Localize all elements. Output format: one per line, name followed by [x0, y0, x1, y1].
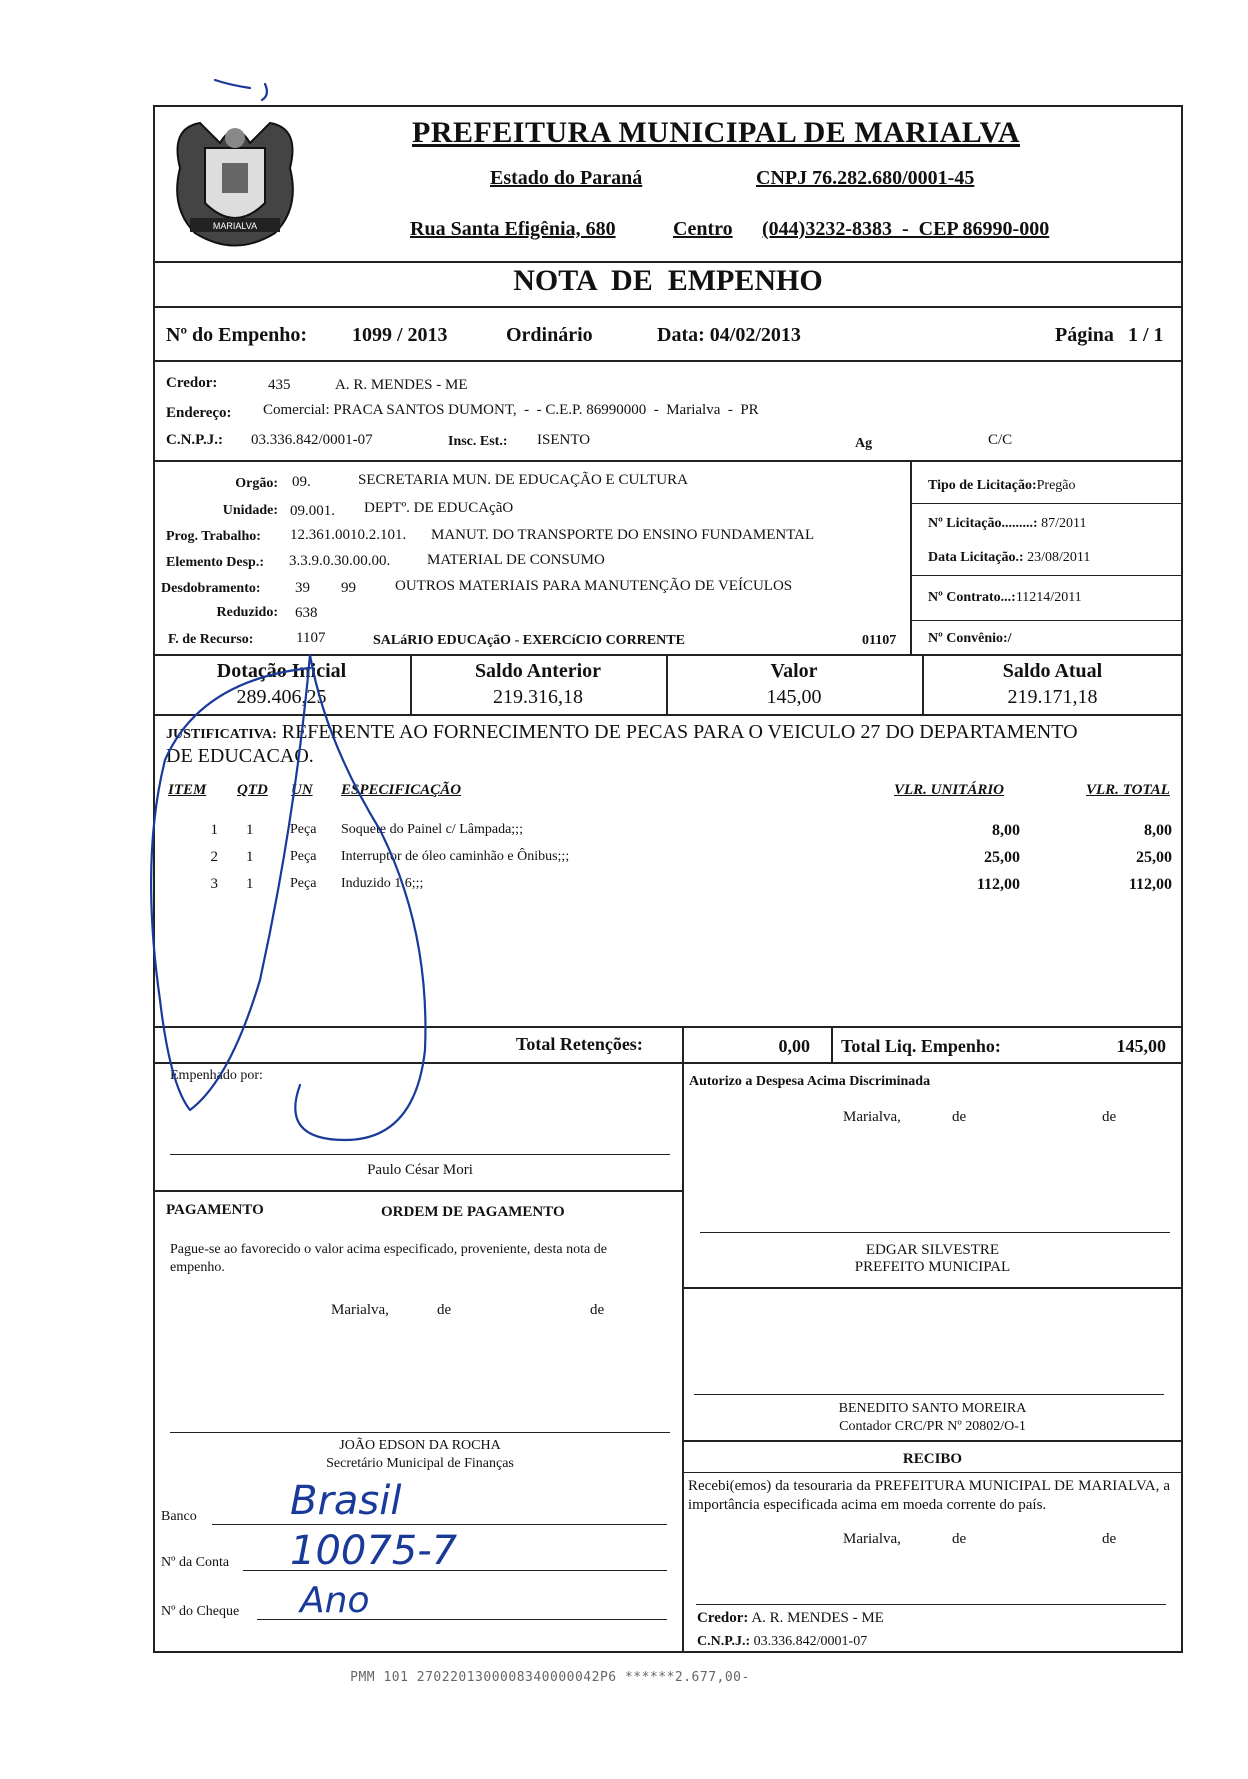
- saldo-atual-value: 219.171,18: [1007, 686, 1098, 708]
- convenio-label: Nº Convênio:/: [928, 631, 1012, 646]
- secretario-name: JOÃO EDSON DA ROCHA: [339, 1438, 501, 1453]
- insc-label: Insc. Est.:: [448, 434, 508, 449]
- autorizo-de1: de: [952, 1109, 967, 1125]
- col-item: ITEM: [168, 782, 207, 798]
- reduzido-value: 638: [295, 605, 318, 621]
- page-title: PREFEITURA MUNICIPAL DE MARIALVA: [412, 116, 1021, 149]
- page-number: 1 / 1: [1128, 324, 1164, 346]
- empenhado-name: Paulo César Mori: [367, 1162, 473, 1178]
- unidade-name: DEPTº. DE EDUCAçãO: [364, 500, 514, 516]
- empenho-type: Ordinário: [506, 324, 593, 346]
- item-un: Peça: [290, 822, 317, 837]
- liq-label: Total Liq. Empenho:: [841, 1036, 1001, 1056]
- item-unit: 112,00: [976, 876, 1020, 893]
- item-spec: Soquete do Painel c/ Lâmpada;;;: [341, 822, 523, 837]
- recurso-label: F. de Recurso:: [168, 632, 254, 647]
- dotacao-label: Dotação Inicial: [216, 660, 347, 682]
- item-qtd: 1: [246, 849, 254, 865]
- empenho-number: 1099 / 2013: [352, 324, 448, 346]
- dotacao-value: 289.406,25: [236, 686, 327, 708]
- cheque-handwritten: Ano: [300, 1580, 370, 1621]
- secretario-role: Secretário Municipal de Finanças: [326, 1456, 514, 1471]
- item-qtd: 1: [246, 822, 254, 838]
- item-qtd: 1: [246, 876, 254, 892]
- cc-label: C/C: [988, 432, 1013, 448]
- phone-cep-header: (044)3232-8383 - CEP 86990-000: [762, 218, 1050, 240]
- item-spec: Interruptor de óleo caminhão e Ônibus;;;: [341, 849, 570, 864]
- state-label: Estado do Paraná: [490, 167, 643, 189]
- saldo-atual-label: Saldo Atual: [1002, 660, 1103, 682]
- desdob-a: 39: [295, 580, 310, 596]
- recibo-cnpj: 03.336.842/0001-07: [753, 1634, 868, 1649]
- cnpj-header: CNPJ 76.282.680/0001-45: [756, 167, 975, 189]
- data-licitacao: 23/08/2011: [1027, 550, 1091, 565]
- document-title: NOTA DE EMPENHO: [513, 264, 823, 297]
- unidade-label: Unidade:: [222, 503, 278, 518]
- recurso-code2: 01107: [862, 633, 897, 648]
- saldo-anterior-label: Saldo Anterior: [474, 660, 602, 682]
- banco-handwritten: Brasil: [290, 1478, 402, 1524]
- recibo-cnpj-label: C.N.P.J.:: [697, 1634, 751, 1649]
- insc-value: ISENTO: [537, 432, 591, 448]
- district-header: Centro: [673, 218, 733, 240]
- pagamento-label: PAGAMENTO: [166, 1202, 264, 1218]
- pagamento-place: Marialva,: [331, 1302, 389, 1318]
- recibo-text: Recebi(emos) da tesouraria da PREFEITURA MUNICIPAL DE MARIALVA, a importância especificada acima em moeda corrente do país.: [688, 1478, 1170, 1513]
- contrato-value: 11214/2011: [1015, 590, 1082, 605]
- item-un: Peça: [290, 876, 317, 891]
- recurso-code: 1107: [296, 630, 326, 646]
- contador-role: Contador CRC/PR Nº 20802/O-1: [839, 1419, 1026, 1434]
- valor-label: Valor: [770, 660, 818, 682]
- pagamento-de1: de: [437, 1302, 452, 1318]
- orgao-name: SECRETARIA MUN. DE EDUCAÇÃO E CULTURA: [358, 472, 688, 488]
- item-total: 8,00: [1144, 822, 1172, 839]
- cnpj-label: C.N.P.J.:: [166, 432, 223, 448]
- orgao-label: Orgão:: [235, 476, 278, 491]
- prog-name: MANUT. DO TRANSPORTE DO ENSINO FUNDAMENTAL: [431, 527, 815, 543]
- tipo-licitacao: Pregão: [1036, 478, 1076, 493]
- elemento-label: Elemento Desp.:: [166, 555, 264, 570]
- recurso-name: SALáRIO EDUCAçãO - EXERCíCIO CORRENTE: [373, 633, 685, 648]
- retencoes-value: 0,00: [778, 1036, 810, 1056]
- desdob-b: 99: [341, 580, 356, 596]
- empenhado-label: Empenhado por:: [170, 1068, 263, 1083]
- recibo-de1: de: [952, 1531, 967, 1547]
- tipo-licitacao-label: Tipo de Licitação:: [928, 478, 1037, 493]
- autorizo-de2: de: [1102, 1109, 1117, 1125]
- saldo-anterior-value: 219.316,18: [493, 686, 583, 708]
- col-un: UN: [291, 782, 313, 798]
- prog-code: 12.361.0010.2.101.: [290, 527, 407, 543]
- prefeito-name: EDGAR SILVESTRE: [865, 1242, 1000, 1258]
- desdob-name: OUTROS MATERIAIS PARA MANUTENÇÃO DE VEÍCULOS: [395, 578, 793, 594]
- svg-text:MARIALVA: MARIALVA: [212, 221, 258, 231]
- banco-label: Banco: [161, 1509, 197, 1524]
- liq-value: 145,00: [1116, 1036, 1166, 1056]
- item-total: 25,00: [1136, 849, 1172, 866]
- item-unit: 8,00: [992, 822, 1020, 839]
- empenho-number-label: Nº do Empenho:: [166, 324, 308, 346]
- contrato-label: Nº Contrato...:: [928, 590, 1016, 605]
- item-spec: Induzido 1.6;;;: [341, 876, 424, 891]
- num-licitacao-label: Nº Licitação.........:: [928, 516, 1038, 531]
- ordem-pagamento-label: ORDEM DE PAGAMENTO: [381, 1204, 565, 1220]
- autorizo-place: Marialva,: [843, 1109, 901, 1125]
- num-licitacao: 87/2011: [1041, 516, 1087, 531]
- recibo-title: RECIBO: [902, 1451, 963, 1467]
- credor-address: Comercial: PRACA SANTOS DUMONT, - - C.E.P. 86990000 - Marialva - PR: [263, 402, 759, 418]
- desdob-label: Desdobramento:: [161, 581, 261, 596]
- recibo-place: Marialva,: [843, 1531, 901, 1547]
- valor-value: 145,00: [766, 686, 822, 708]
- recibo-credor-label: Credor:: [697, 1610, 749, 1626]
- col-unit: VLR. UNITÁRIO: [894, 782, 1005, 798]
- col-total: VLR. TOTAL: [1086, 782, 1170, 798]
- reduzido-label: Reduzido:: [216, 605, 278, 620]
- autorizo-label: Autorizo a Despesa Acima Discriminada: [689, 1074, 931, 1089]
- col-spec: ESPECIFICAÇÃO: [341, 782, 462, 798]
- credor-cnpj: 03.336.842/0001-07: [251, 432, 373, 448]
- credor-name: A. R. MENDES - ME: [335, 377, 468, 393]
- empenho-date: Data: 04/02/2013: [657, 324, 801, 346]
- recibo-credor: A. R. MENDES - ME: [751, 1610, 884, 1626]
- credor-code: 435: [268, 377, 291, 393]
- conta-label: Nº da Conta: [161, 1555, 230, 1570]
- ag-label: Ag: [855, 436, 873, 451]
- pagamento-text: Pague-se ao favorecido o valor acima especificado, proveniente, desta nota de empenho.: [170, 1242, 607, 1275]
- justificativa-line2: DE EDUCACAO.: [166, 745, 314, 767]
- footer-code: PMM 101 2702201300008340000042P6 ******2.677,00-: [350, 1670, 750, 1685]
- prefeito-role: PREFEITO MUNICIPAL: [854, 1259, 1011, 1275]
- endereco-label: Endereço:: [166, 405, 232, 421]
- elemento-code: 3.3.9.0.30.00.00.: [289, 553, 391, 569]
- prog-label: Prog. Trabalho:: [166, 529, 261, 544]
- item-un: Peça: [290, 849, 317, 864]
- conta-handwritten: 10075-7: [290, 1528, 458, 1574]
- retencoes-label: Total Retenções:: [516, 1034, 643, 1054]
- item-unit: 25,00: [984, 849, 1020, 866]
- item-total: 112,00: [1128, 876, 1172, 893]
- orgao-code: 09.: [292, 474, 311, 490]
- item-item: 2: [210, 849, 218, 865]
- justificativa-label: JUSTIFICATIVA:: [166, 727, 277, 742]
- elemento-name: MATERIAL DE CONSUMO: [427, 552, 605, 568]
- unidade-code: 09.001.: [290, 503, 335, 519]
- recibo-de2: de: [1102, 1531, 1117, 1547]
- cheque-label: Nº do Cheque: [161, 1604, 240, 1619]
- item-item: 3: [210, 876, 218, 892]
- justificativa-line1: REFERENTE AO FORNECIMENTO DE PECAS PARA O VEICULO 27 DO DEPARTAMENTO: [281, 721, 1078, 743]
- data-licitacao-label: Data Licitação.:: [928, 550, 1024, 565]
- col-qtd: QTD: [237, 782, 268, 798]
- item-item: 1: [210, 822, 218, 838]
- address-header: Rua Santa Efigênia, 680: [410, 218, 616, 240]
- page-label: Página: [1055, 324, 1114, 346]
- contador-name: BENEDITO SANTO MOREIRA: [838, 1401, 1027, 1416]
- pagamento-de2: de: [590, 1302, 605, 1318]
- credor-label: Credor:: [166, 375, 218, 391]
